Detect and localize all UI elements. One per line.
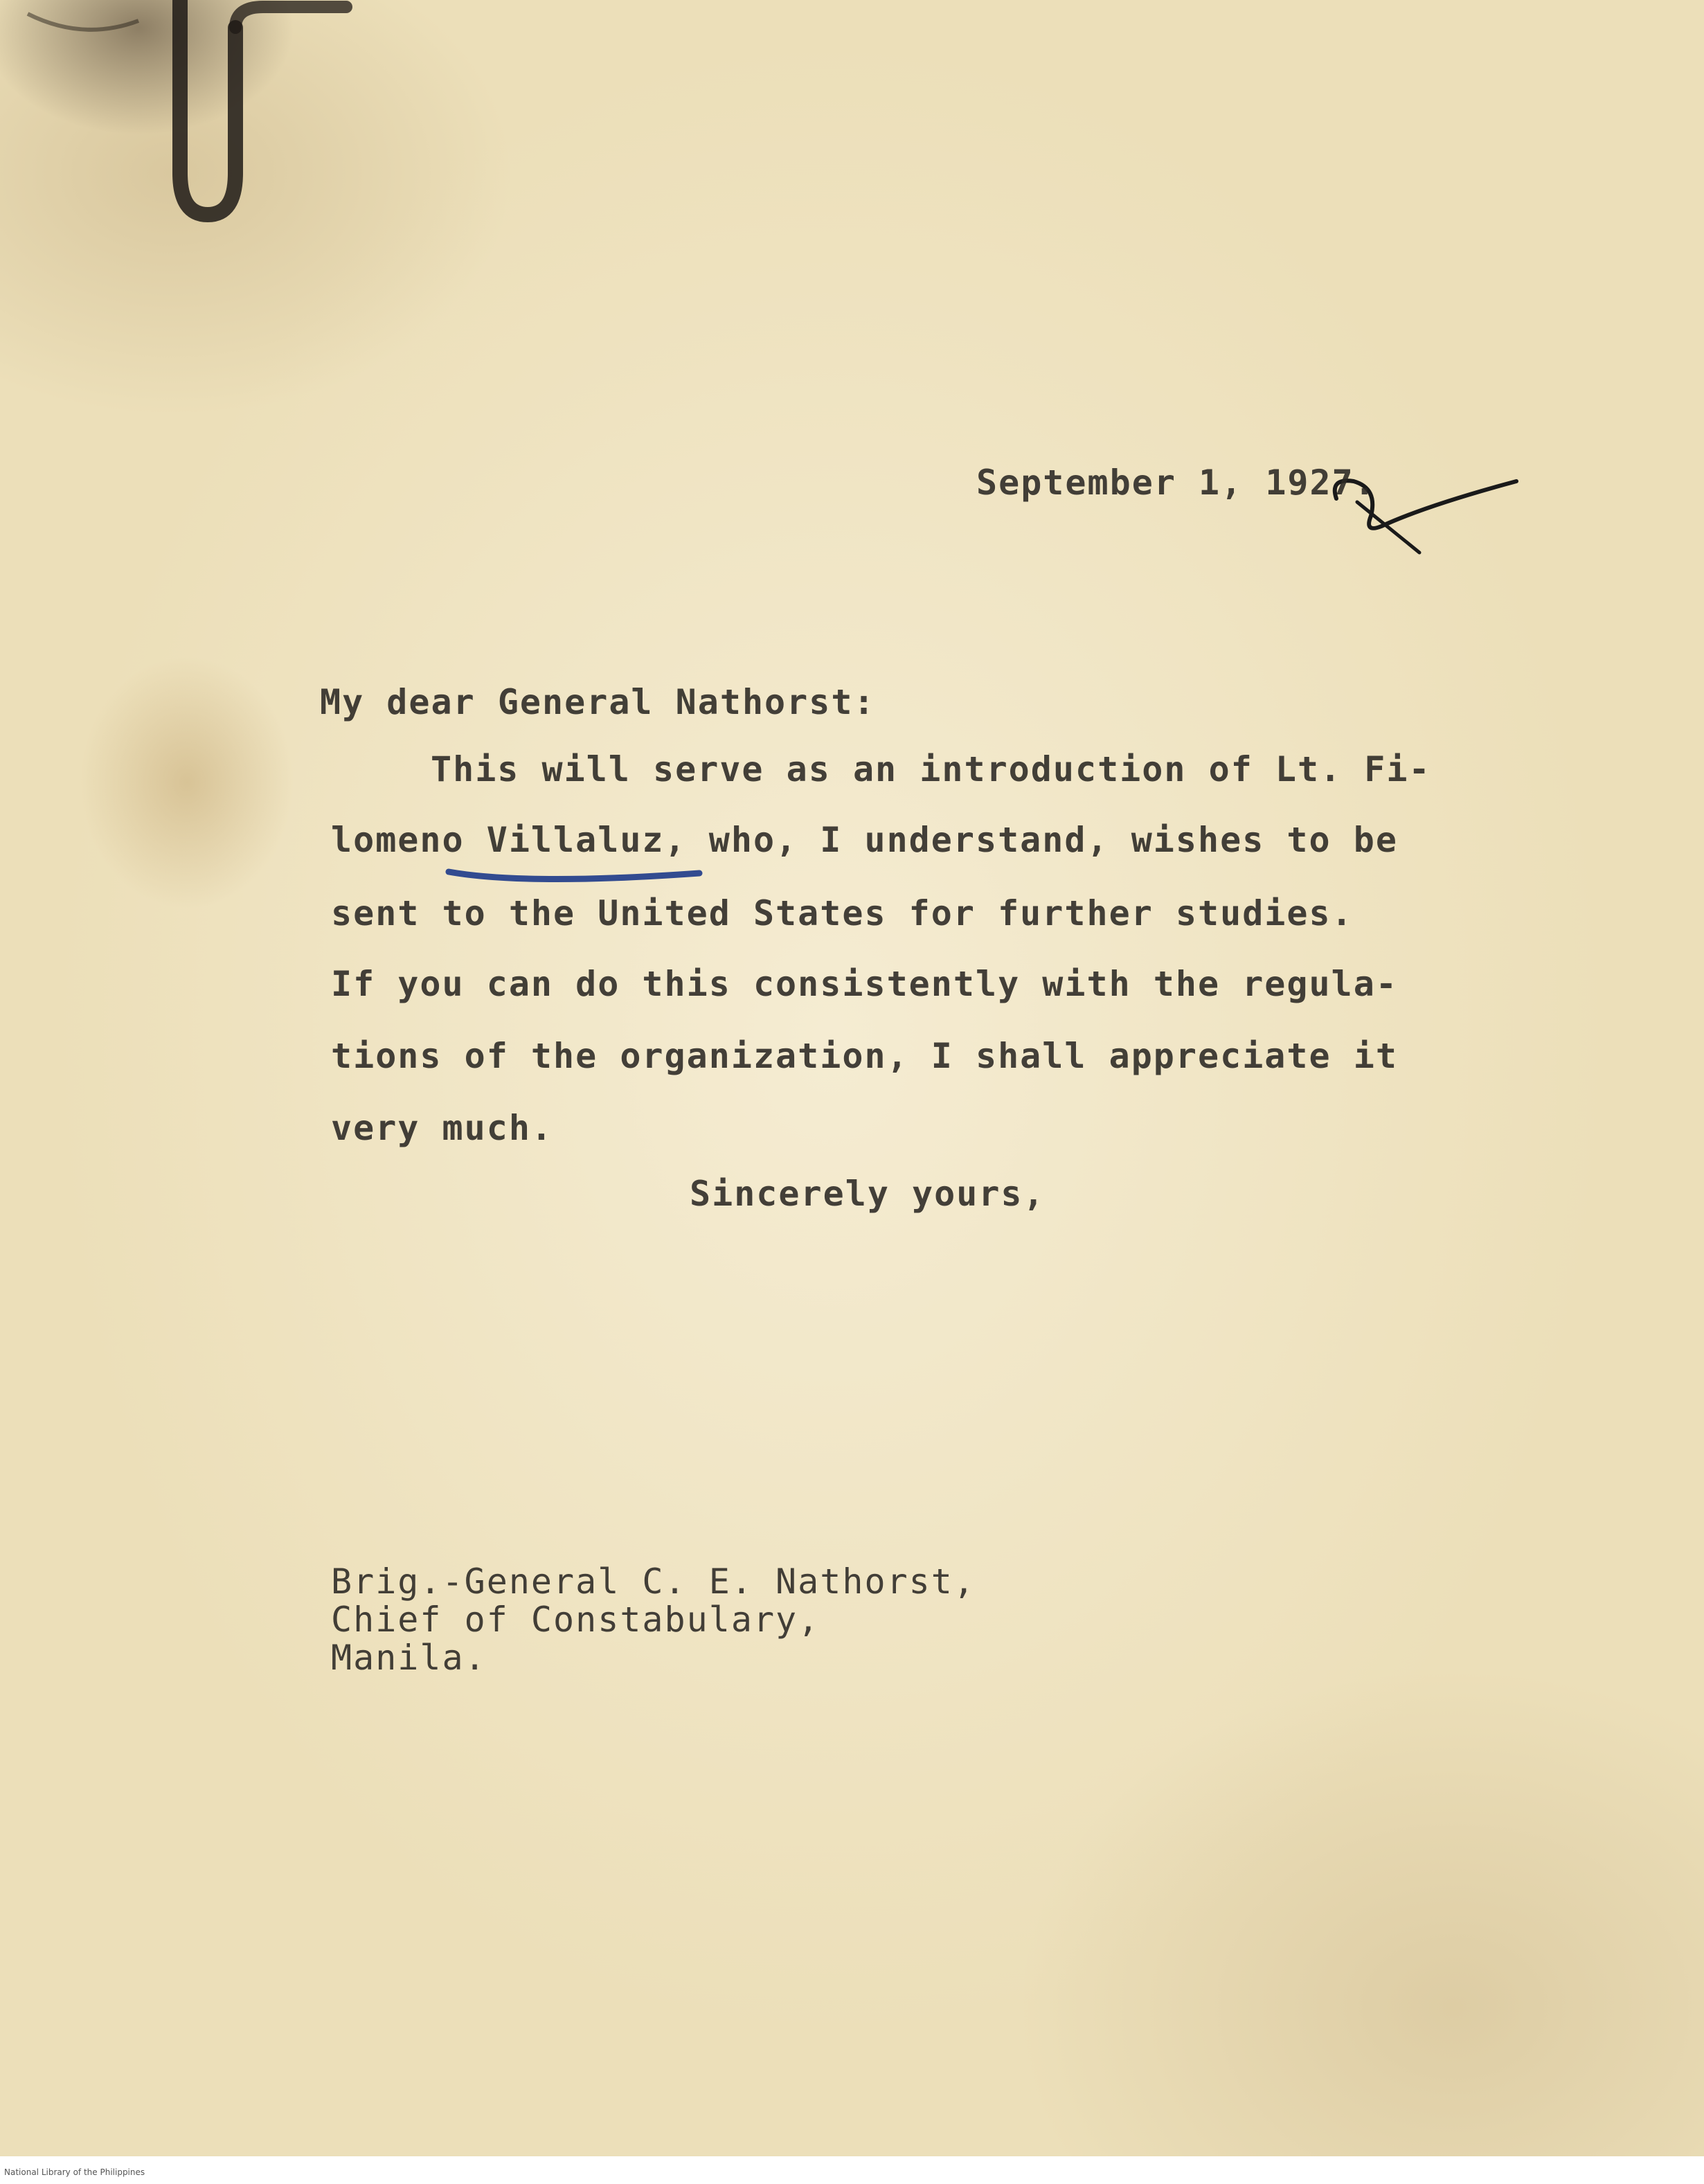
addressee-line: Brig.-General C. E. Nathorst, xyxy=(331,1561,976,1602)
body-line: If you can do this consistently with the regula- xyxy=(331,964,1398,1004)
body-line: This will serve as an introduction of Lt. Fi- xyxy=(431,749,1431,789)
body-line: tions of the organization, I shall appreciate it xyxy=(331,1036,1398,1076)
salutation: My dear General Nathorst: xyxy=(320,682,876,722)
addressee-line: Chief of Constabulary, xyxy=(331,1600,820,1640)
letter-date: September 1, 1927. xyxy=(976,463,1376,503)
footer-credit: National Library of the Philippines xyxy=(4,2167,145,2177)
paper-clip-mark-icon xyxy=(0,0,388,249)
body-line: very much. xyxy=(331,1108,554,1148)
closing: Sincerely yours, xyxy=(690,1174,1046,1214)
addressee-line: Manila. xyxy=(331,1638,487,1678)
body-line: lomeno Villaluz, who, I understand, wishes to be xyxy=(331,820,1398,860)
scan-footer-strip xyxy=(0,2156,1704,2184)
body-line: sent to the United States for further studies. xyxy=(331,893,1354,933)
blue-pencil-underline-icon xyxy=(443,862,706,890)
